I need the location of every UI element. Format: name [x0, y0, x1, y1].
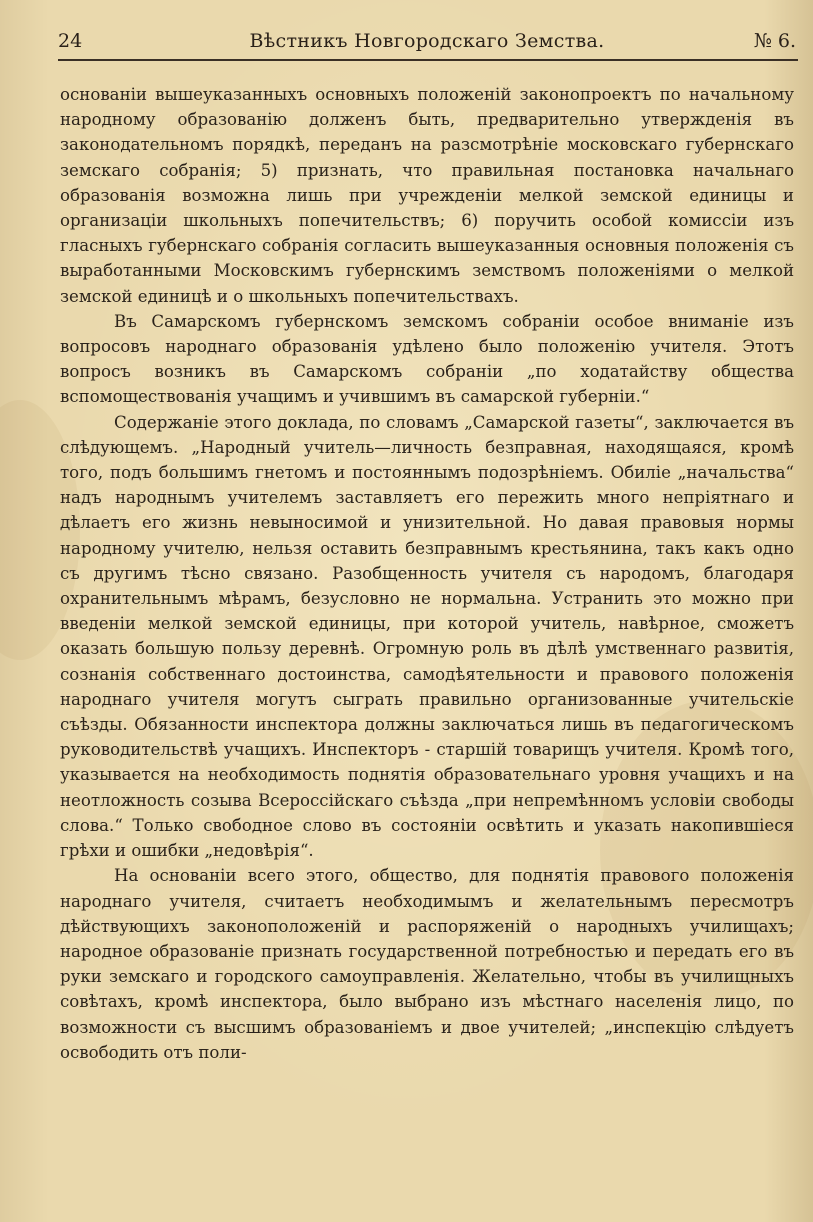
- running-header: [58, 26, 796, 56]
- body-text: [60, 82, 794, 1065]
- journal-title: Вѣстникъ Новгородскаго Земства.: [249, 30, 605, 52]
- paragraph-society-proposal: На основанiи всего этого, общество, для поднятiя правового положенiя народнаго учителя, считаетъ необходимымъ и желательнымъ пересмотръ дѣйствующихъ законоположенiй и распоряженiй о народныхъ училищахъ; народное образованiе признать государственной потребностью и передать его въ руки земскаго и городского самоуправленiя. Желательно, чтобы въ училищныхъ совѣтахъ, кромѣ инспектора, было выбрано изъ мѣстнаго населенiя лицо, по возможности съ высшимъ образованiемъ и двое учителей; „инспекцiю слѣдуетъ освободить отъ поли-: [60, 866, 794, 1062]
- issue-number: № 6.: [753, 30, 796, 52]
- paragraph-report-content: Содержанiе этого доклада, по словамъ „Самарской газеты“, заключается въ слѣдующемъ. „Народный учитель—личность безправная, находящаяся, кромѣ того, подъ большимъ гнетомъ и постояннымъ подозрѣнiемъ. Обилiе „начальства“ надъ народнымъ учителемъ заставляетъ его пережить много непрiятнаго и дѣлаетъ его жизнь невыносимой и унизительной. Но давая правовыя нормы народному учителю, нельзя оставить безправнымъ крестьянина, такъ какъ одно съ другимъ тѣсно связано. Разобщенность учителя съ народомъ, благодаря охранительнымъ мѣрамъ, безусловно не нормальна. Устранить это можно при введенiи мелкой земской единицы, при которой учитель, навѣрное, сможетъ оказать большую пользу деревнѣ. Огромную роль въ дѣлѣ умственнаго развитiя, сознанiя собственнаго достоинства, самодѣятельности и правового положенiя народнаго учителя могутъ сыграть правильно организованные учительскiе съѣзды. Обязанности инспектора должны заключаться лишь въ педагогическомъ руководительствѣ учащихъ. Инспекторъ - старшiй товарищъ учителя. Кромѣ того, указывается на необходимость поднятiя образовательнаго уровня учащихъ и на неотложность созыва Всероссiйскаго съѣзда „при непремѣнномъ условiи свободы слова.“ Только свободное слово въ состоянiи освѣтить и указать накопившiеся грѣхи и ошибки „недовѣрiя“.: [60, 412, 794, 861]
- paragraph-continuation: основанiи вышеуказанныхъ основныхъ положенiй законопроектъ по начальному народному образованiю долженъ быть, предварительно утвержденiя въ законодательномъ порядкѣ, переданъ на разсмотрѣнiе московскаго губернскаго земскаго собранiя; 5) признать, что правильная постановка начальнаго образованiя возможна лишь при учрежденiи мелкой земской единицы и организацiи школьныхъ попечительствъ; 6) поручить особой комиссiи изъ гласныхъ губернскаго собранiя согласить вышеуказанныя основныя положенiя съ выработанными Московскимъ губернскимъ земствомъ положенiями о мелкой земской единицѣ и о школьныхъ попечительствахъ.: [60, 85, 794, 306]
- header-rule: [58, 59, 798, 61]
- page-number: 24: [58, 30, 83, 52]
- paragraph-samara-assembly: Въ Самарскомъ губернскомъ земскомъ собранiи особое вниманiе изъ вопросовъ народнаго образованiя удѣлено было положенiю учителя. Этотъ вопросъ возникъ въ Самарскомъ собранiи „по ходатайству общества вспомоществованiя учащимъ и учившимъ въ самарской губернiи.“: [60, 311, 794, 407]
